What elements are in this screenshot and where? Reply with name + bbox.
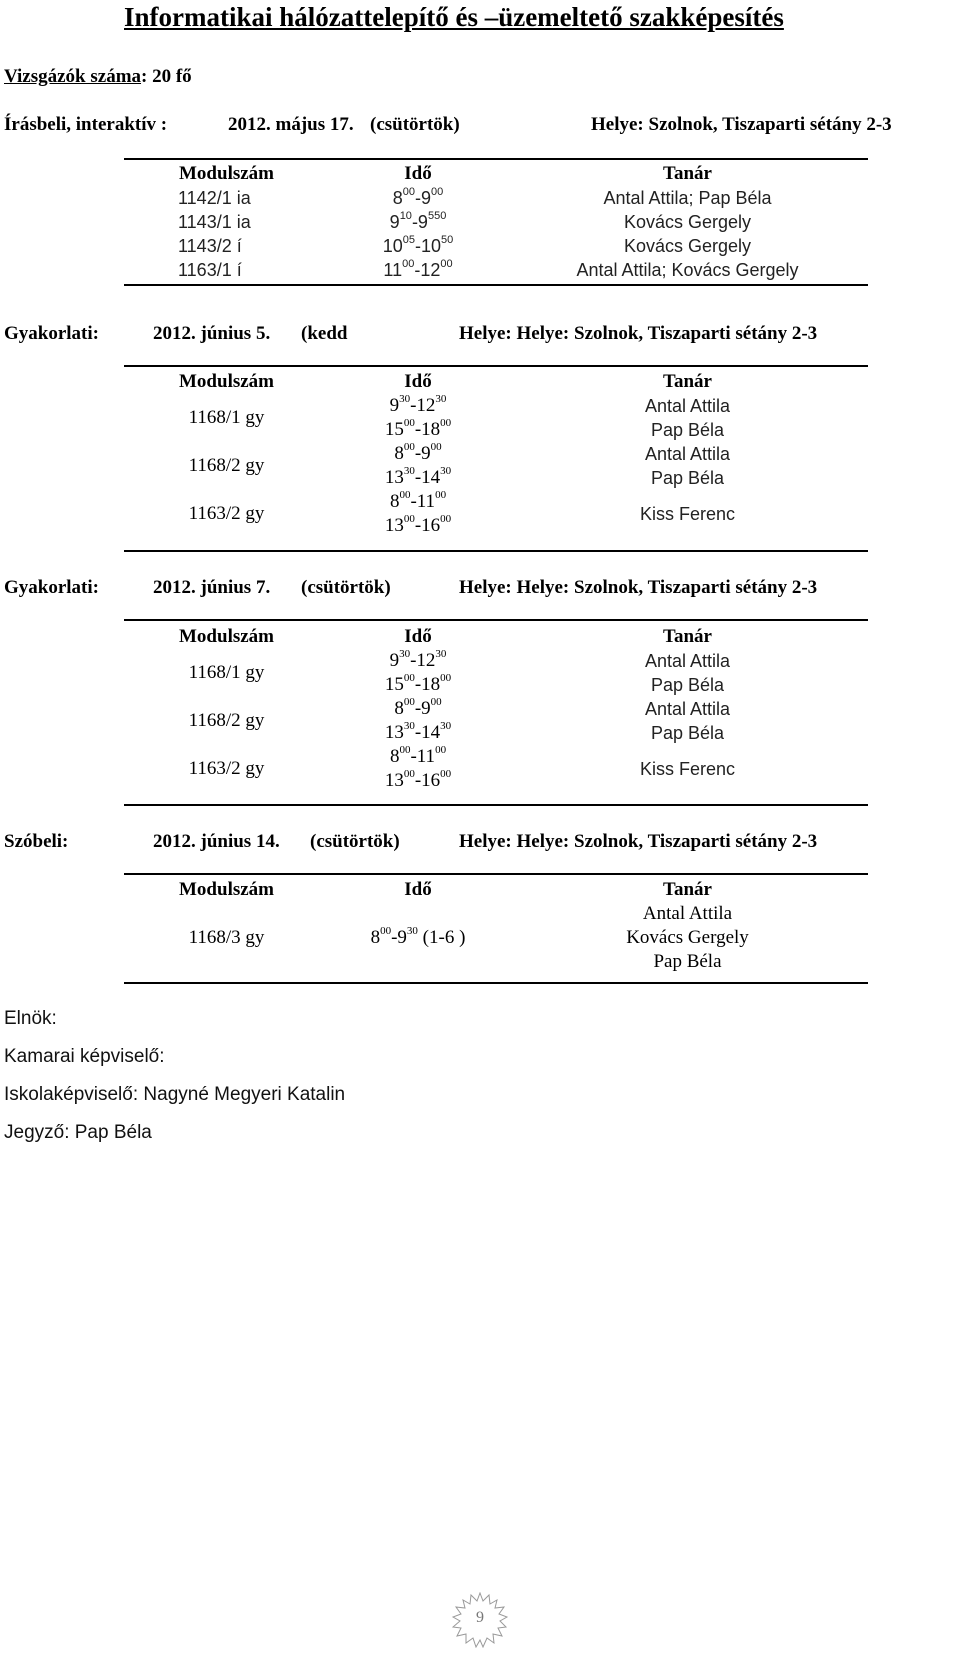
teacher-cell: Antal Attila Pap Béla bbox=[644, 699, 731, 743]
table-row bbox=[124, 394, 868, 442]
written-label: Írásbeli, interaktív : bbox=[4, 114, 168, 135]
examinees-line bbox=[4, 66, 192, 88]
module-cell: 1168/2 gy bbox=[188, 710, 265, 731]
header-teacher: Tanár bbox=[663, 626, 712, 647]
table-row bbox=[124, 442, 868, 490]
header-time: Idő bbox=[404, 371, 432, 392]
module-cell: 1163/1 í bbox=[178, 260, 242, 280]
module-cell: 1163/2 gy bbox=[188, 503, 265, 524]
time-cell: $9^{10}-9^{550}$ bbox=[389, 210, 447, 232]
header-module: Modulszám bbox=[179, 371, 274, 392]
table-row bbox=[124, 649, 868, 697]
table-row bbox=[124, 258, 868, 282]
header-time: Idő bbox=[404, 163, 432, 184]
written-place: Helye: Szolnok, Tiszaparti sétány 2-3 bbox=[591, 114, 892, 135]
oral-date: 2012. június 14. bbox=[153, 831, 280, 852]
teacher-cell: Antal Attila; Pap Béla bbox=[603, 188, 772, 208]
teacher-cell: Kiss Ferenc bbox=[639, 504, 736, 524]
oral-place: Helye: Helye: Szolnok, Tiszaparti sétány 2-3 bbox=[459, 831, 818, 852]
time-cell: $8^{00}-9^{00}$ bbox=[392, 186, 444, 208]
time-cell: $9^{30}-12^{30}$ $15^{00}-18^{00}$ bbox=[384, 393, 452, 440]
written-day: (csütörtök) bbox=[370, 114, 460, 135]
page-number: 9 bbox=[476, 1609, 484, 1626]
header-teacher: Tanár bbox=[663, 371, 712, 392]
school-rep-line: Iskolaképviselő: Nagyné Megyeri Katalin bbox=[4, 1084, 346, 1105]
header-teacher: Tanár bbox=[663, 879, 712, 900]
time-cell: $9^{30}-12^{30}$ $15^{00}-18^{00}$ bbox=[384, 648, 452, 695]
time-cell: $10^{05}-10^{50}$ bbox=[382, 234, 454, 256]
module-cell: 1168/1 gy bbox=[188, 407, 265, 428]
examinees-label: Vizsgázók száma bbox=[4, 66, 142, 87]
examinees-value: : 20 fő bbox=[141, 66, 192, 87]
page-number-badge bbox=[452, 1592, 508, 1648]
time-cell: $8^{00}-11^{00}$ $13^{00}-16^{00}$ bbox=[384, 744, 452, 791]
time-cell: $8^{00}-9^{00}$ $13^{30}-14^{30}$ bbox=[384, 441, 452, 488]
teacher-cell: Antal Attila Pap Béla bbox=[644, 444, 731, 488]
module-cell: 1142/1 ia bbox=[178, 188, 251, 208]
chamber-rep-line: Kamarai képviselő: bbox=[4, 1046, 165, 1067]
table-row bbox=[124, 210, 868, 234]
teacher-cell: Antal Attila Pap Béla bbox=[644, 396, 731, 440]
table-row bbox=[124, 186, 868, 210]
table-row bbox=[124, 697, 868, 745]
module-cell: 1163/2 gy bbox=[188, 758, 265, 779]
practical2-place: Helye: Helye: Szolnok, Tiszaparti sétány 2-3 bbox=[459, 577, 818, 598]
practical1-day: (kedd bbox=[301, 323, 348, 344]
time-cell: $11^{00}-12^{00}$ bbox=[383, 258, 453, 280]
header-time: Idő bbox=[404, 879, 432, 900]
table-row bbox=[124, 745, 868, 793]
practical1-date: 2012. június 5. bbox=[153, 323, 271, 344]
module-cell: 1168/1 gy bbox=[188, 662, 265, 683]
practical1-place: Helye: Helye: Szolnok, Tiszaparti sétány 2-3 bbox=[459, 323, 818, 344]
module-cell: 1143/2 í bbox=[178, 236, 242, 256]
teacher-cell: Kiss Ferenc bbox=[639, 759, 736, 779]
written-table bbox=[124, 162, 868, 282]
clerk-line: Jegyző: Pap Béla bbox=[4, 1122, 152, 1143]
module-cell: 1143/1 ia bbox=[178, 212, 251, 232]
header-module: Modulszám bbox=[179, 626, 274, 647]
oral-label: Szóbeli: bbox=[4, 831, 69, 852]
teacher-cell: Kovács Gergely bbox=[623, 212, 752, 232]
time-cell: $8^{00}-11^{00}$ $13^{00}-16^{00}$ bbox=[384, 489, 452, 536]
page-title: Informatikai hálózattelepítő és –üzemeltető szakképesítés bbox=[124, 2, 784, 32]
module-cell: 1168/2 gy bbox=[188, 455, 265, 476]
oral-table bbox=[124, 878, 868, 974]
chair-line: Elnök: bbox=[4, 1008, 57, 1029]
module-cell: 1168/3 gy bbox=[188, 927, 265, 948]
teacher-cell: Antal Attila Kovács Gergely Pap Béla bbox=[626, 903, 749, 972]
header-module: Modulszám bbox=[179, 879, 274, 900]
header-module: Modulszám bbox=[179, 163, 274, 184]
time-cell: $8^{00}-9^{00}$ $13^{30}-14^{30}$ bbox=[384, 696, 452, 743]
table-row bbox=[124, 234, 868, 258]
practical2-day: (csütörtök) bbox=[301, 577, 391, 598]
teacher-cell: Kovács Gergely bbox=[623, 236, 752, 256]
practical2-label: Gyakorlati: bbox=[4, 577, 99, 598]
practical2-table bbox=[124, 625, 868, 793]
time-cell: $8^{00}-9^{30}$ (1-6 ) bbox=[370, 925, 466, 948]
header-time: Idő bbox=[404, 626, 432, 647]
practical1-table bbox=[124, 370, 868, 538]
header-teacher: Tanár bbox=[663, 163, 712, 184]
practical2-date: 2012. június 7. bbox=[153, 577, 271, 598]
table-row bbox=[124, 902, 868, 974]
teacher-cell: Antal Attila; Kovács Gergely bbox=[576, 260, 799, 280]
teacher-cell: Antal Attila Pap Béla bbox=[644, 651, 731, 695]
oral-day: (csütörtök) bbox=[310, 831, 400, 852]
table-row bbox=[124, 490, 868, 538]
practical1-label: Gyakorlati: bbox=[4, 323, 99, 344]
written-date: 2012. május 17. bbox=[228, 114, 354, 135]
